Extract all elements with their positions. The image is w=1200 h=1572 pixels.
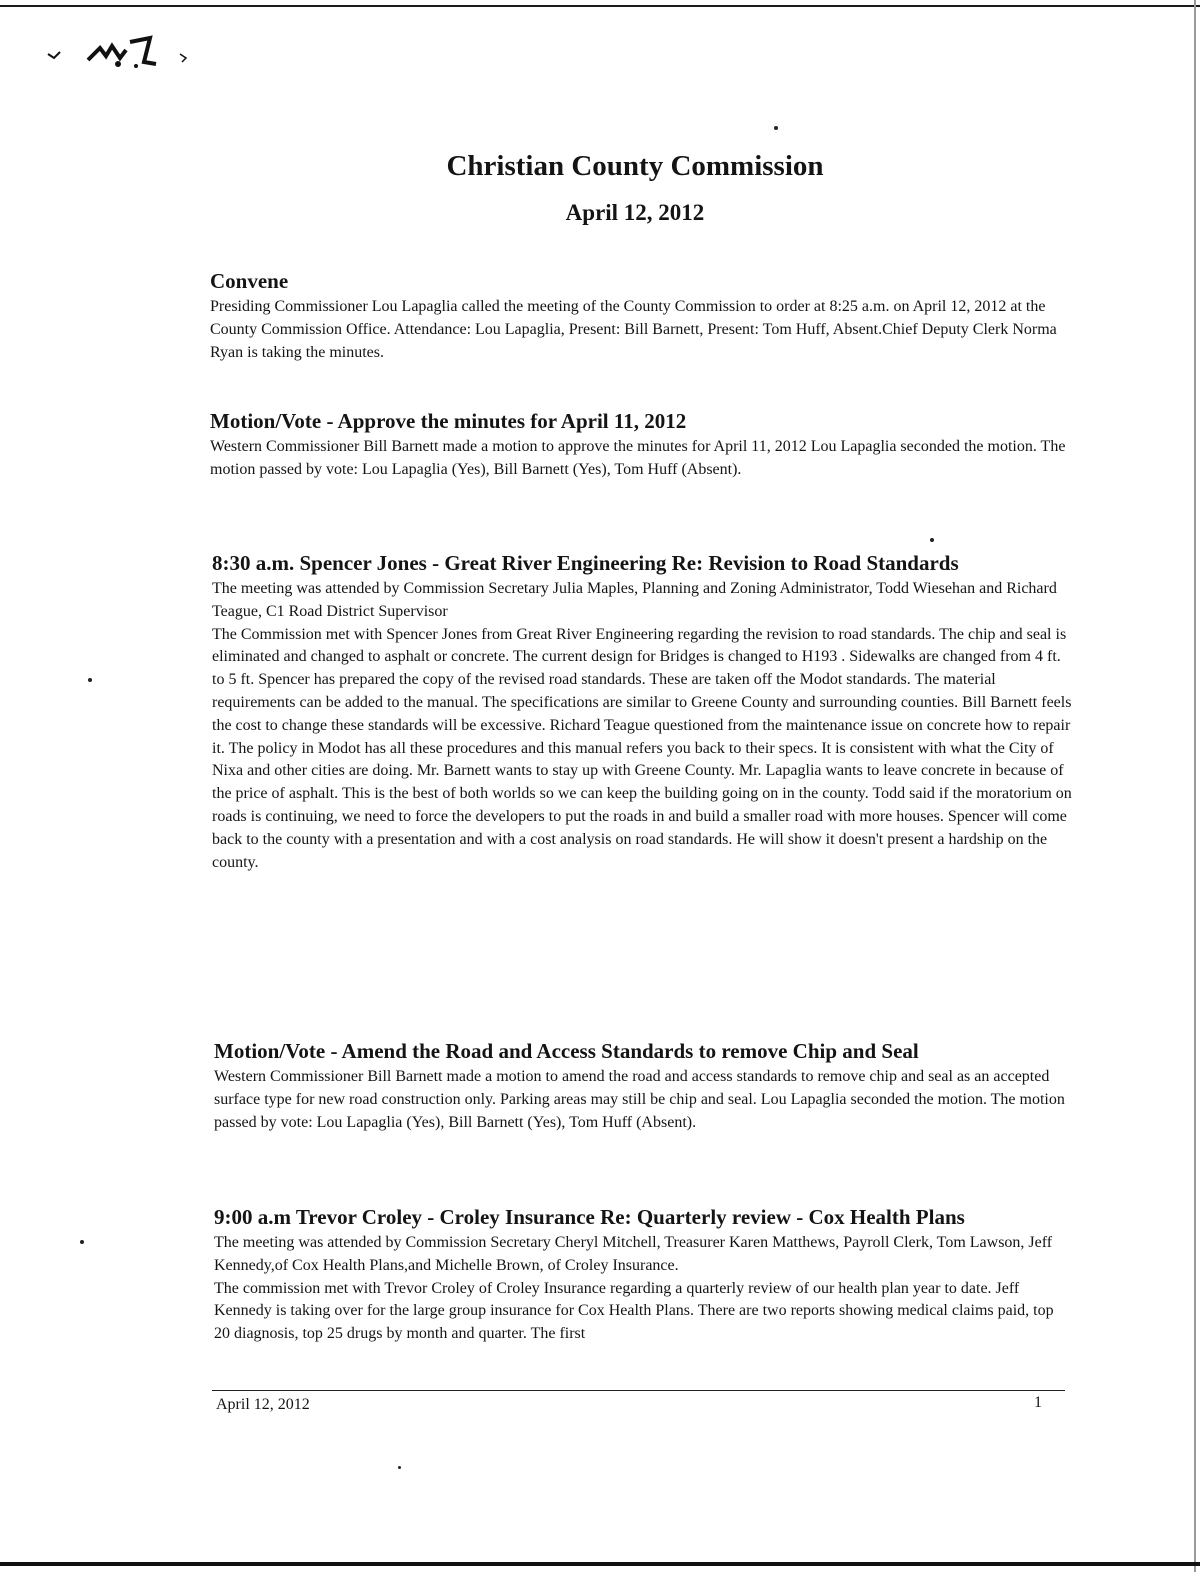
section-paragraph: Western Commissioner Bill Barnett made a motion to amend the road and access standards to remove chip and seal as an accepted surface type for new road construction only. Parking areas may still be chip and seal. Lou Lapaglia seconded the motion. The motion passed by vote: Lou Lapaglia (Yes), Bill Barnett (Yes), Tom Huff (Absent). bbox=[214, 1068, 1065, 1131]
section-paragraph: The meeting was attended by Commission Secretary Cheryl Mitchell, Treasurer Karen Matthews, Payroll Clerk, Tom Lawson, Jeff Kennedy,of Cox Health Plans,and Michelle Brown, of Croley Insurance. bbox=[214, 1234, 1053, 1274]
section-heading: Convene bbox=[210, 269, 289, 293]
section-heading: 9:00 a.m Trevor Croley - Croley Insurance Re: Quarterly review - Cox Health Plans bbox=[214, 1205, 965, 1229]
ink-smudge-mark bbox=[40, 28, 210, 78]
section-paragraph: The meeting was attended by Commission Secretary Julia Maples, Planning and Zoning Administrator, Todd Wiesehan and Richard Teague, C1 Road District Supervisor bbox=[212, 580, 1057, 620]
section-road-standards-meeting bbox=[212, 550, 1072, 874]
document-date: April 12, 2012 bbox=[565, 200, 705, 225]
section-convene bbox=[210, 268, 1070, 364]
section-paragraph: The commission met with Trevor Croley of Croley Insurance regarding a quarterly review of our health plan year to date. Jeff Kennedy is taking over for the large group insurance for Cox Health Plans. There are two reports showing medical claims paid, top 20 diagnosis, top 25 drugs by month and quarter. The first bbox=[214, 1279, 1054, 1343]
scan-speck bbox=[930, 538, 934, 542]
section-paragraph: The Commission met with Spencer Jones from Great River Engineering regarding the revision to road standards. The chip and seal is eliminated and changed to asphalt or concrete. The current design for Bridges is changed to H193 . Sidewalks are changed from 4 ft. to 5 ft. Spencer has prepared the copy of the revised road standards. These are taken off the Modot standards. The material requirements can be added to the manual. The specifications are similar to Greene County and surrounding counties. Bill Barnett feels the cost to change these standards will be excessive. Richard Teague questioned from the maintenance issue on concrete how to repair it. The policy in Modot has all these procedures and this manual refers you back to their specs. It is consistent with what the City of Nixa and other cities are doing. Mr. Barnett wants to stay up with Greene County. Mr. Lapaglia wants to leave concrete in because of the price of asphalt. This is the best of both worlds so we can keep the building going on in the county. Todd said if the moratorium on roads is continuing, we need to force the developers to put the roads in and build a smaller road with more houses. Spencer will come back to the county with a presentation and with a cost analysis on road standards. He will show it doesn't present a hardship on the county. bbox=[212, 625, 1072, 871]
scan-speck bbox=[774, 126, 778, 130]
scan-edge-top bbox=[0, 5, 1200, 7]
section-paragraph: Presiding Commissioner Lou Lapaglia called the meeting of the County Commission to order at 8:25 a.m. on April 12, 2012 at the County Commission Office. Attendance: Lou Lapaglia, Present: Bill Barnett, Present: Tom Huff, Absent.Chief Deputy Clerk Norma Ryan is taking the minutes. bbox=[210, 298, 1057, 361]
scan-edge-right bbox=[1194, 0, 1196, 1572]
scan-speck bbox=[398, 1466, 401, 1469]
section-amend-road-standards bbox=[214, 1038, 1074, 1134]
document-title: Christian County Commission bbox=[446, 150, 824, 182]
section-paragraph: Western Commissioner Bill Barnett made a motion to approve the minutes for April 11, 2012 Lou Lapaglia seconded the motion. The motion passed by vote: Lou Lapaglia (Yes), Bill Barnett (Yes), Tom Huff (Absent). bbox=[210, 438, 1066, 478]
section-heading: 8:30 a.m. Spencer Jones - Great River Engineering Re: Revision to Road Standards bbox=[212, 551, 959, 575]
section-approve-minutes bbox=[210, 408, 1070, 482]
scan-speck bbox=[88, 678, 92, 682]
section-insurance-review bbox=[214, 1204, 1064, 1346]
footer-divider bbox=[212, 1390, 1065, 1391]
scan-speck bbox=[80, 1240, 84, 1244]
scan-edge-bottom bbox=[0, 1562, 1200, 1566]
section-heading: Motion/Vote - Approve the minutes for April 11, 2012 bbox=[210, 409, 687, 433]
section-heading: Motion/Vote - Amend the Road and Access Standards to remove Chip and Seal bbox=[214, 1039, 919, 1063]
footer-date: April 12, 2012 bbox=[216, 1396, 310, 1413]
page-number: 1 bbox=[1034, 1394, 1042, 1411]
